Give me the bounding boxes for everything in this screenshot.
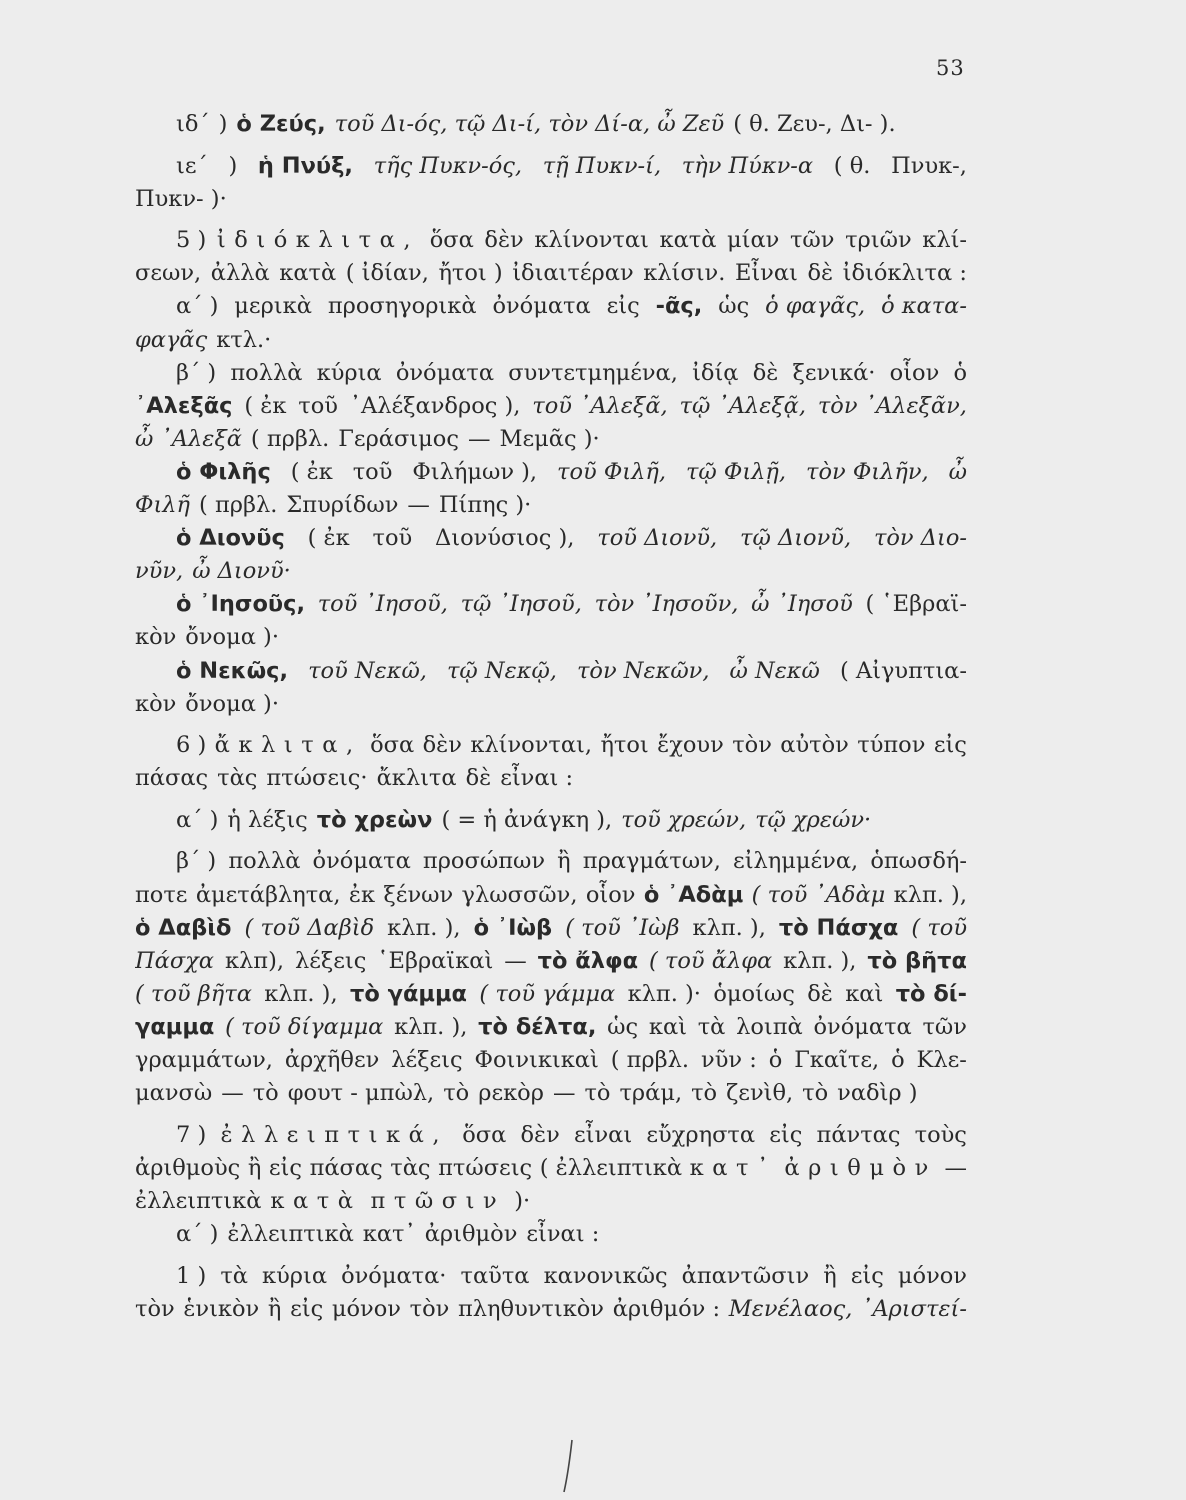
word: ( τοῦ βῆτα bbox=[135, 980, 252, 1007]
word: πάσας bbox=[309, 1154, 383, 1181]
word: τοὺς bbox=[914, 1121, 967, 1148]
word: Φιλήμων ), bbox=[412, 458, 538, 485]
word: ( πρβλ. bbox=[610, 1047, 690, 1074]
word: οἷον bbox=[889, 359, 940, 386]
word: λέξεις bbox=[294, 947, 367, 974]
word: τὸν ᾿Ιησοῦν, bbox=[594, 591, 739, 618]
word: ὁ φαγᾶς, bbox=[765, 293, 866, 320]
word: τὸ bbox=[802, 1080, 829, 1107]
word: μόνον bbox=[897, 1262, 967, 1289]
pen-mark bbox=[556, 1438, 580, 1496]
word: ἰδίᾳ bbox=[692, 359, 739, 386]
word: τοῦ Νεκῶ, bbox=[308, 657, 427, 684]
word: τὸν Διο- bbox=[873, 525, 967, 552]
word: ( θ. Ζευ-, Δι- ). bbox=[733, 111, 896, 137]
text-line bbox=[135, 1077, 967, 1110]
word: ἤτοι ) bbox=[438, 260, 503, 287]
word: τῷ Διονῦ, bbox=[740, 525, 852, 552]
text-line bbox=[135, 945, 967, 978]
word: 1 ) bbox=[176, 1262, 207, 1289]
word: τριῶν bbox=[845, 227, 912, 254]
word: φαγᾶς bbox=[135, 326, 208, 353]
word: — bbox=[552, 1080, 576, 1107]
word: ρεκὸρ bbox=[478, 1080, 544, 1107]
text-line bbox=[135, 1293, 967, 1326]
text-line bbox=[135, 1119, 967, 1152]
word: ἄκλιτα bbox=[376, 765, 457, 792]
word: ὁ ᾿Ιὼβ bbox=[473, 914, 553, 941]
word: κλπ. ), bbox=[394, 1013, 468, 1040]
word: ξενικά· bbox=[792, 359, 876, 386]
word: Μεμᾶς )· bbox=[499, 425, 600, 452]
word: ἀλλὰ bbox=[210, 260, 270, 287]
word: κατὰ bbox=[270, 1187, 362, 1214]
word: δὲ bbox=[807, 980, 833, 1007]
word: κλπ. ), bbox=[387, 914, 461, 941]
word: ὡς bbox=[718, 293, 750, 320]
word: ἀριθμοὺς bbox=[135, 1154, 241, 1181]
word: εἶναι : bbox=[500, 765, 574, 792]
word: ὁ Φιλῆς bbox=[176, 458, 271, 485]
word: τοῦ Διονῦ, bbox=[597, 525, 718, 552]
word: )· bbox=[514, 1187, 531, 1214]
text-line bbox=[135, 845, 967, 878]
word: δὲν bbox=[422, 732, 462, 759]
word: γαμμα bbox=[135, 1013, 215, 1040]
word: ἢ bbox=[823, 1262, 837, 1289]
word: ( τοῦ bbox=[911, 914, 967, 941]
word: ( ἰδίαν, bbox=[345, 260, 429, 287]
text-line bbox=[135, 1185, 967, 1218]
word: τὰ bbox=[220, 1262, 248, 1289]
text-line bbox=[135, 879, 967, 912]
word: τράμ, bbox=[619, 1080, 683, 1107]
word: ἡ Πνύξ, bbox=[257, 152, 353, 179]
word: μανσὼ bbox=[135, 1080, 213, 1107]
word: Κλε- bbox=[916, 1047, 967, 1074]
word: τοῦ Δι-ός, τῷ Δι-ί, τὸν Δί-α, ὦ Ζεῦ bbox=[334, 111, 725, 137]
word: ὁ Νεκῶς, bbox=[176, 657, 289, 684]
word: κλπ. ), bbox=[893, 881, 967, 908]
word: πάσας bbox=[135, 765, 209, 792]
word: τὰς bbox=[390, 1154, 431, 1181]
word: τὸν bbox=[732, 732, 772, 759]
word: τὸ δέλτα, bbox=[478, 1013, 597, 1040]
word: α´ ) bbox=[176, 1221, 219, 1247]
word: κύρια bbox=[262, 1262, 328, 1289]
word: Πνυκ-, bbox=[891, 152, 967, 179]
word: ὁ Διονῦς bbox=[176, 525, 285, 552]
word: τύπον bbox=[857, 732, 926, 759]
word: ἐλλειπτικά, bbox=[220, 1121, 449, 1148]
word: τὸν Νεκῶν, bbox=[576, 657, 710, 684]
text-line bbox=[135, 978, 967, 1011]
word: ἰδιόκλιτα : bbox=[842, 260, 967, 287]
word: ) bbox=[228, 152, 238, 179]
word: ταῦτα bbox=[460, 1262, 530, 1289]
word: λοιπὰ bbox=[736, 1013, 803, 1040]
text-line bbox=[135, 804, 967, 837]
word: β´ ) bbox=[176, 848, 217, 875]
word: τῷ Νεκῷ, bbox=[446, 657, 557, 684]
word: τοῦ Φιλῆ, bbox=[557, 458, 667, 485]
word: κλπ. ), bbox=[783, 947, 857, 974]
word: ποτε bbox=[135, 881, 188, 908]
word: τῷ ᾿Ιησοῦ, bbox=[460, 591, 582, 618]
word: κλίνονται, bbox=[470, 732, 593, 759]
text-line bbox=[135, 588, 967, 621]
word: γραμμάτων, bbox=[135, 1047, 273, 1074]
word: εἰς bbox=[268, 1154, 302, 1181]
word: τῷ ᾿Αλεξᾷ, bbox=[679, 392, 807, 419]
word: ( = ἡ ἀνάγκη ), bbox=[441, 806, 613, 833]
word: συντετμημένα, bbox=[508, 359, 678, 386]
word: ἰδιαιτέραν bbox=[512, 260, 634, 287]
word: ἀριθμόν : bbox=[612, 1295, 721, 1322]
word: κατὰ bbox=[279, 260, 337, 287]
word: 6 ) bbox=[176, 732, 207, 759]
word: τοῦ bbox=[372, 525, 413, 552]
word: — bbox=[407, 492, 430, 519]
word: — bbox=[467, 425, 491, 452]
word: δὲ bbox=[807, 260, 834, 287]
word: κλί- bbox=[922, 227, 967, 254]
word: ὁ ᾿Αδὰμ bbox=[643, 881, 744, 908]
word: τὸν bbox=[409, 1295, 450, 1322]
word: -ᾶς, bbox=[655, 293, 703, 320]
word: ὁ bbox=[891, 1047, 905, 1074]
word: τοῦ bbox=[298, 392, 338, 419]
word: ξένων bbox=[383, 881, 454, 908]
word: πάντας bbox=[816, 1121, 901, 1148]
word: τὸ bbox=[584, 1080, 611, 1107]
word: τῷ χρεών· bbox=[755, 806, 872, 833]
word: ἄκλιτα, bbox=[214, 732, 362, 759]
word: εἰς bbox=[290, 1295, 324, 1322]
word: ἀπαντῶσιν bbox=[681, 1262, 810, 1289]
word: δὲν bbox=[520, 1121, 560, 1148]
word: πτώσεις· bbox=[266, 765, 368, 792]
text-line bbox=[135, 150, 967, 183]
text-line bbox=[135, 290, 967, 323]
word: κὸν bbox=[135, 690, 177, 717]
word: πτώσεις bbox=[438, 1154, 533, 1181]
word: ᾿Αριστεί- bbox=[861, 1295, 967, 1322]
word: ἀρχῆθεν bbox=[284, 1047, 380, 1074]
word: νῦν, bbox=[135, 558, 184, 585]
word: καὶ bbox=[648, 1013, 687, 1040]
text-line bbox=[135, 522, 967, 555]
word: δὲ bbox=[752, 359, 779, 386]
word: ὁ bbox=[768, 1047, 783, 1074]
word: τῷ Φιλῇ, bbox=[685, 458, 787, 485]
text-line bbox=[135, 912, 967, 945]
word: ἤτοι bbox=[600, 732, 649, 759]
word: ὁπωσδή- bbox=[870, 848, 967, 875]
text-line bbox=[135, 555, 967, 588]
word: προσηγορικὰ bbox=[327, 293, 477, 320]
word: τὸ γάμμα bbox=[350, 980, 468, 1007]
word: ἐλλειπτικὰ bbox=[135, 1187, 262, 1214]
word: ιε´ bbox=[176, 152, 208, 179]
word: ὄνομα )· bbox=[185, 624, 279, 651]
word: ὀνόματα bbox=[813, 1013, 912, 1040]
word: σεων, bbox=[135, 260, 202, 287]
word: κλπ. ), bbox=[264, 980, 338, 1007]
word: οἷον bbox=[585, 881, 636, 908]
word: ( ἐκ bbox=[290, 458, 333, 485]
word: ἢ bbox=[267, 1295, 282, 1322]
word: κτλ.· bbox=[216, 326, 272, 353]
word: — bbox=[221, 1080, 244, 1107]
word: ὡς bbox=[607, 1013, 639, 1040]
word: τὸ Πάσχα bbox=[778, 914, 899, 941]
word: Φιλῆ bbox=[135, 492, 191, 519]
word: εἶναι : bbox=[526, 1221, 600, 1247]
text-line bbox=[135, 224, 967, 257]
word: φουτ - μπὼλ, bbox=[287, 1080, 435, 1107]
word: δὲ bbox=[465, 765, 492, 792]
text-line bbox=[135, 423, 967, 456]
word: ( ῾Εβραϊ- bbox=[865, 591, 967, 618]
word: ὀνόματα bbox=[395, 359, 495, 386]
word: λέξεις bbox=[391, 1047, 463, 1074]
word: μερικὰ bbox=[234, 293, 312, 320]
word: Γκαῖτε, bbox=[794, 1047, 880, 1074]
word: πολλὰ bbox=[228, 848, 301, 875]
word: κατὰ bbox=[659, 227, 717, 254]
word: 7 ) bbox=[176, 1121, 207, 1148]
text-line bbox=[135, 621, 967, 654]
word: ( τοῦ ἄλφα bbox=[649, 947, 773, 974]
text-line bbox=[135, 1218, 967, 1251]
word: ( τοῦ ᾿Αδὰμ bbox=[751, 881, 886, 908]
word: ( τοῦ γάμμα bbox=[479, 980, 616, 1007]
word: νῦν : bbox=[701, 1047, 757, 1074]
word: β´ ) bbox=[176, 359, 217, 386]
word: ( ἐκ bbox=[244, 392, 287, 419]
word: ῾Εβραϊκαὶ bbox=[377, 947, 494, 974]
word: ἡ λέξις bbox=[227, 806, 308, 833]
word: Πυκν- )· bbox=[135, 185, 227, 212]
word: ὅσα bbox=[429, 227, 474, 254]
word: καὶ bbox=[845, 980, 884, 1007]
text-line bbox=[135, 688, 967, 721]
word: κανονικῶς bbox=[543, 1262, 668, 1289]
page-number: 53 bbox=[936, 56, 965, 80]
word: τὸ bbox=[443, 1080, 470, 1107]
word: ἐκ bbox=[348, 881, 376, 908]
word: τῶν bbox=[789, 227, 835, 254]
text-line bbox=[135, 762, 967, 795]
word: ὀνόματα bbox=[492, 293, 591, 320]
word: ὦ ᾿Ιησοῦ bbox=[751, 591, 853, 618]
word: εἰς bbox=[850, 1262, 884, 1289]
word: ὦ Νεκῶ bbox=[729, 657, 820, 684]
word: ὦ bbox=[948, 458, 967, 485]
text-line bbox=[135, 257, 967, 290]
word: τὸν ᾿Αλεξᾶν, bbox=[817, 392, 967, 419]
word: τῇ Πυκν-ί, bbox=[542, 152, 662, 179]
word: ὦ Διονῦ· bbox=[192, 558, 291, 585]
word: πολλὰ bbox=[230, 359, 303, 386]
word: ( ἐκ bbox=[307, 525, 350, 552]
text-line bbox=[135, 183, 967, 216]
word: τὸν bbox=[135, 1295, 175, 1322]
word: Μενέλαος, bbox=[728, 1295, 853, 1322]
word: εἰλημμένα, bbox=[733, 848, 859, 875]
text-line bbox=[135, 1152, 967, 1185]
word: ( θ. bbox=[833, 152, 871, 179]
word: πραγμάτων, bbox=[582, 848, 721, 875]
word: τὸν Φιλῆν, bbox=[806, 458, 929, 485]
word: τὰς bbox=[217, 765, 258, 792]
word: κατ᾿ bbox=[689, 1154, 777, 1181]
word: εὔχρηστα bbox=[646, 1121, 756, 1148]
word: εἰς bbox=[606, 293, 640, 320]
word: τοῦ ᾿Ιησοῦ, bbox=[317, 591, 448, 618]
word: κλπ), bbox=[224, 947, 284, 974]
word: ἑνικὸν bbox=[183, 1295, 260, 1322]
word: Διονύσιος ), bbox=[435, 525, 575, 552]
word: ὁμοίως bbox=[713, 980, 795, 1007]
text-line bbox=[135, 489, 967, 522]
word: ( πρβλ. bbox=[250, 425, 330, 452]
word: ὁ bbox=[953, 359, 967, 386]
text-line bbox=[135, 655, 967, 688]
word: κλίνονται bbox=[534, 227, 649, 254]
word: ὀνόματα bbox=[312, 848, 411, 875]
word: α´ ) bbox=[176, 293, 219, 320]
word: ὁ Δαβὶδ bbox=[135, 914, 232, 941]
word: ὁ Ζεύς, bbox=[236, 111, 326, 137]
word: ἐλλειπτικὰ bbox=[227, 1221, 354, 1247]
word: δὲν bbox=[484, 227, 524, 254]
word: ᾿Αλεξᾶς bbox=[135, 392, 233, 419]
text-line bbox=[135, 456, 967, 489]
word: αὐτὸν bbox=[780, 732, 849, 759]
word: ἢ bbox=[247, 1154, 262, 1181]
word: Γεράσιμος bbox=[338, 425, 459, 452]
word: κὸν bbox=[135, 624, 177, 651]
word: τὴν Πύκν-α bbox=[681, 152, 814, 179]
word: μίαν bbox=[727, 227, 780, 254]
word: ἰδιόκλιτα, bbox=[216, 227, 420, 254]
word: τοῦ bbox=[352, 458, 393, 485]
word: ( τοῦ Δαβὶδ bbox=[244, 914, 375, 941]
word: ( Αἰγυπτια- bbox=[839, 657, 967, 684]
word: εἰς bbox=[933, 732, 967, 759]
word: εἶναι bbox=[574, 1121, 633, 1148]
word: ἔχουν bbox=[657, 732, 724, 759]
word: Σπυρίδων bbox=[286, 492, 399, 519]
word: ( πρβλ. bbox=[199, 492, 278, 519]
word: α´ ) bbox=[176, 806, 219, 833]
word: 5 ) bbox=[176, 227, 207, 254]
word: προσώπων bbox=[422, 848, 546, 875]
word: Φοινικικαὶ bbox=[474, 1047, 599, 1074]
word: Πάσχα bbox=[135, 947, 215, 974]
word: τὸ χρεὼν bbox=[316, 806, 433, 833]
word: ζενὶθ, bbox=[726, 1080, 794, 1107]
word: ( τοῦ ᾿Ιὼβ bbox=[565, 914, 680, 941]
text-line bbox=[135, 390, 967, 423]
word: εἰς bbox=[769, 1121, 803, 1148]
word: Πίπης )· bbox=[438, 492, 532, 519]
word: ὅσα bbox=[462, 1121, 507, 1148]
word: τὸ βῆτα bbox=[867, 947, 967, 974]
word: ὅσα bbox=[370, 732, 415, 759]
word: — bbox=[504, 947, 527, 974]
word: — bbox=[944, 1154, 967, 1181]
word: ναδὶρ ) bbox=[837, 1080, 918, 1107]
word: ( ἐλλειπτικὰ bbox=[539, 1154, 683, 1181]
word: κλίσιν. bbox=[643, 260, 726, 287]
word: ὦ ᾿Αλεξᾶ bbox=[135, 425, 242, 452]
text-line bbox=[135, 1044, 967, 1077]
word: πληθυντικὸν bbox=[458, 1295, 604, 1322]
word: πτῶσιν bbox=[370, 1187, 506, 1214]
word: γλωσσῶν, bbox=[461, 881, 578, 908]
text-line bbox=[135, 1260, 967, 1293]
word: ὁ ᾿Ιησοῦς, bbox=[176, 591, 305, 618]
word: κατ᾿ bbox=[362, 1221, 416, 1247]
word: ( τοῦ δίγαμμα bbox=[225, 1013, 384, 1040]
word: κλπ. ), bbox=[692, 914, 766, 941]
word: ὁ κατα- bbox=[881, 293, 967, 320]
word: ) bbox=[218, 111, 228, 137]
word: ἀμετάβλητα, bbox=[195, 881, 341, 908]
word: Εἶναι bbox=[734, 260, 798, 287]
word: τὰ bbox=[697, 1013, 726, 1040]
word: τοῦ χρεών, bbox=[621, 806, 747, 833]
word: ἀριθμὸν bbox=[784, 1154, 937, 1181]
word: τὸ bbox=[691, 1080, 718, 1107]
text-line bbox=[135, 108, 967, 141]
word: τῶν bbox=[922, 1013, 967, 1040]
word: ὀνόματα· bbox=[341, 1262, 447, 1289]
word: τὸ bbox=[252, 1080, 279, 1107]
word: τοῦ ᾿Αλεξᾶ, bbox=[532, 392, 668, 419]
word: μόνον bbox=[331, 1295, 401, 1322]
text-line bbox=[135, 1011, 967, 1044]
word: κύρια bbox=[316, 359, 382, 386]
text-line bbox=[135, 729, 967, 762]
word: τὸ δί- bbox=[895, 980, 967, 1007]
word: ἀριθμὸν bbox=[424, 1221, 518, 1247]
text-line bbox=[135, 324, 967, 357]
text-line bbox=[135, 357, 967, 390]
word: κλπ. )· bbox=[627, 980, 701, 1007]
word: ᾿Αλέξανδρος ), bbox=[349, 392, 521, 419]
word: τῆς Πυκν-ός, bbox=[373, 152, 522, 179]
word: ἢ bbox=[557, 848, 571, 875]
word: ὄνομα )· bbox=[185, 690, 279, 717]
word: ιδ´ bbox=[176, 111, 210, 137]
body-text bbox=[135, 108, 967, 1326]
word: τὸ ἄλφα bbox=[537, 947, 639, 974]
